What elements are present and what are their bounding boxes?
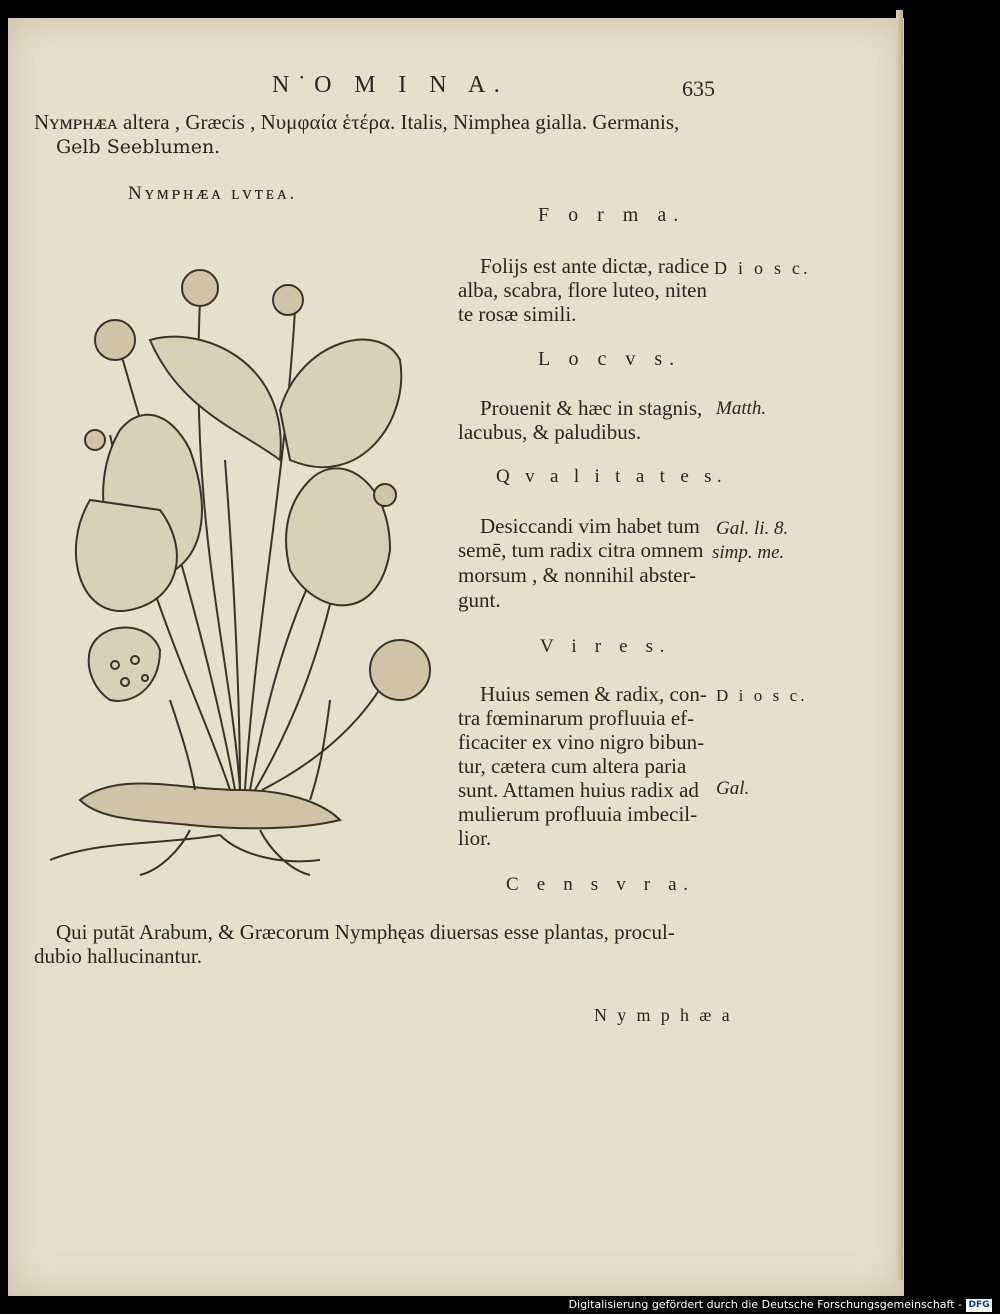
vires-line-2: tra fœminarum profluuia ef- bbox=[458, 706, 695, 730]
locus-line-2: lacubus, & paludibus. bbox=[458, 420, 642, 444]
page-number: 635 bbox=[682, 76, 715, 101]
digitization-footer bbox=[0, 1298, 1000, 1314]
locus-line-1: Prouenit & hæc in stagnis, bbox=[480, 396, 703, 420]
qualitates-line-2: semē, tum radix citra omnem bbox=[458, 538, 704, 562]
qualitates-line-3: morsum , & nonnihil abster- bbox=[458, 563, 697, 587]
qualitates-line-4: gunt. bbox=[458, 588, 501, 612]
nomina-line-2: Gelb Seeblumen. bbox=[56, 136, 221, 158]
dfg-logo: DFG bbox=[966, 1299, 992, 1312]
page-edge bbox=[896, 10, 903, 1280]
forma-line-2: alba, scabra, flore luteo, niten bbox=[458, 278, 707, 302]
censura-line-2: dubio hallucinantur. bbox=[34, 944, 202, 968]
forma-margin-note: D i o s c. bbox=[714, 258, 811, 278]
footer-text: Digitalisierung gefördert durch die Deutsche Forschungsgemeinschaft - bbox=[568, 1298, 962, 1311]
qualitates-margin-note-2: simp. me. bbox=[712, 542, 785, 563]
vires-line-1: Huius semen & radix, con- bbox=[480, 682, 707, 706]
forma-heading: F o r m a. bbox=[538, 204, 686, 226]
locus-margin-note: Matth. bbox=[716, 398, 767, 419]
catchword: N y m p h æ a bbox=[594, 1005, 733, 1025]
forma-line-3: te rosæ simili. bbox=[458, 302, 577, 326]
vires-line-7: lior. bbox=[458, 826, 492, 850]
forma-line-1: Folijs est ante dictæ, radice bbox=[480, 254, 710, 278]
qualitates-line-1: Desiccandi vim habet tum bbox=[480, 514, 700, 538]
figure-caption: Nʏᴍᴘʜᴁᴀ ʟᴠᴛᴇᴀ. bbox=[128, 183, 298, 204]
vires-line-5: sunt. Attamen huius radix ad bbox=[458, 778, 699, 802]
vires-line-3: ficaciter ex vino nigro bibun- bbox=[458, 730, 705, 754]
locus-heading: L o c v s. bbox=[538, 348, 682, 370]
running-title: N˙O M I N A. bbox=[272, 72, 509, 98]
qualitates-margin-note-1: Gal. li. 8. bbox=[716, 518, 789, 539]
censura-line-1: Qui putāt Arabum, & Græcorum Nymphęas diuersas esse plantas, procul- bbox=[56, 920, 675, 944]
vires-heading: V i r e s. bbox=[540, 636, 672, 657]
vires-margin-note-1: D i o s c. bbox=[716, 686, 808, 705]
nymphaea-lutea-woodcut bbox=[40, 230, 440, 880]
vires-margin-note-2: Gal. bbox=[716, 778, 750, 799]
qualitates-heading: Q v a l i t a t e s. bbox=[496, 466, 727, 487]
nomina-line-1: Nʏᴍᴘʜᴁᴀ altera , Græcis , Νυμφαία ἑτέρα. Italis, Nimphea gialla. Germanis, bbox=[34, 110, 680, 134]
vires-line-4: tur, cætera cum altera paria bbox=[458, 754, 687, 778]
censura-heading: C e n s v r a. bbox=[506, 874, 695, 895]
vires-line-6: mulierum profluuia imbecil- bbox=[458, 802, 698, 826]
